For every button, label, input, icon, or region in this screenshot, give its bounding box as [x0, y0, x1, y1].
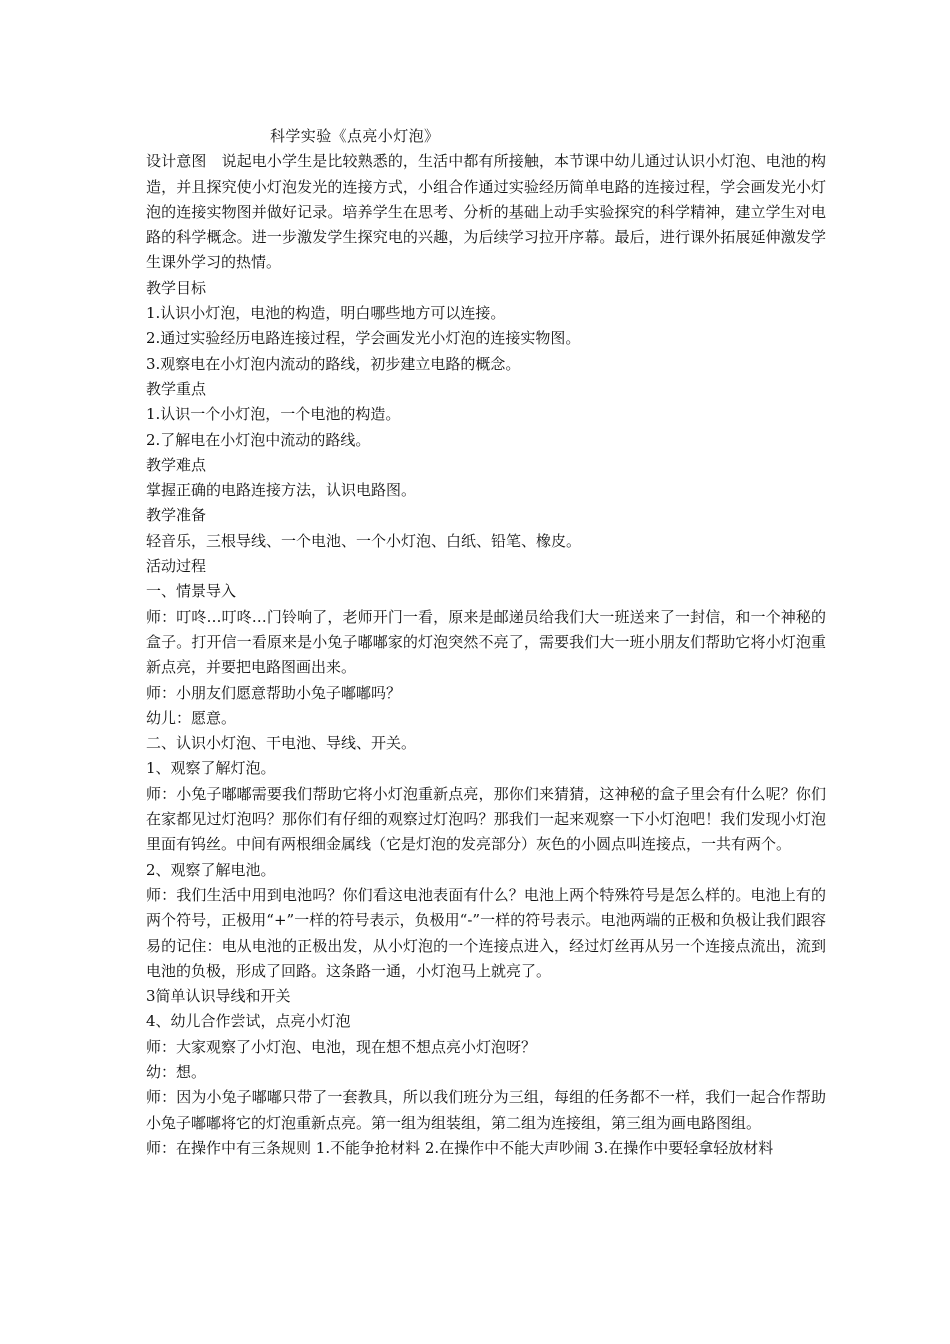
dialogue-line: 幼儿：愿意。: [146, 708, 237, 727]
subsection-heading: 1、观察了解灯泡。: [146, 759, 276, 778]
dialogue-line: 师：小朋友们愿意帮助小兔子嘟嘟吗？: [146, 683, 402, 702]
section-heading: 二、认识小灯泡、干电池、导线、开关。: [146, 734, 417, 753]
process-heading: 活动过程: [146, 557, 207, 576]
dialogue-line: 师：大家观察了小灯泡、电池，现在想不想点亮小灯泡呀？: [146, 1037, 537, 1056]
subsection-heading: 3简单认识导线和开关: [146, 987, 291, 1006]
document-title: 科学实验《点亮小灯泡》: [270, 127, 440, 145]
dialogue-paragraph: 师：因为小兔子嘟嘟只带了一套教具，所以我们班分为三组，每组的任务都不一样，我们一起合作帮助小兔子嘟嘟将它的灯泡重新点亮。第一组为组装组，第二组为连接组，第三组为画电路图组。: [146, 1088, 826, 1132]
goal-item: 3.观察电在小灯泡内流动的路线，初步建立电路的概念。: [146, 354, 521, 373]
key-points-heading: 教学重点: [146, 379, 207, 398]
difficulty-heading: 教学难点: [146, 455, 207, 474]
subsection-heading: 2、观察了解电池。: [146, 860, 276, 879]
dialogue-paragraph: 师：我们生活中用到电池吗？你们看这电池表面有什么？电池上两个特殊符号是怎么样的。电池上有的两个符号，正极用“+”一样的符号表示，负极用“-”一样的符号表示。电池两端的正极和负极让我们跟容易的记住：电从电池的正极出发，从小灯泡的一个连接点进入，经过灯丝再从另一个连接点流出，流到电池的负极，形成了回路。这条路一通，小灯泡马上就亮了。: [146, 885, 826, 980]
preparation-text: 轻音乐，三根导线、一个电池、一个小灯泡、白纸、铅笔、橡皮。: [146, 531, 582, 550]
goals-heading: 教学目标: [146, 278, 207, 297]
key-point-item: 1.认识一个小灯泡，一个电池的构造。: [146, 405, 401, 424]
preparation-heading: 教学准备: [146, 506, 207, 525]
goal-item: 2.通过实验经历电路连接过程，学会画发光小灯泡的连接实物图。: [146, 329, 581, 348]
section-heading: 一、情景导入: [146, 582, 237, 601]
design-intent-paragraph: 设计意图 说起电小学生是比较熟悉的，生活中都有所接触，本节课中幼儿通过认识小灯泡、电池的构造，并且探究使小灯泡发光的连接方式，小组合作通过实验经历简单电路的连接过程，学会画发光小灯泡的连接实物图并做好记录。培养学生在思考、分析的基础上动手实验探究的科学精神，建立学生对电路的科学概念。进一步激发学生探究电的兴趣，为后续学习拉开序幕。最后，进行课外拓展延伸激发学生课外学习的热情。: [146, 152, 826, 272]
goal-item: 1.认识小灯泡，电池的构造，明白哪些地方可以连接。: [146, 304, 506, 323]
document-page: [146, 124, 826, 1161]
key-point-item: 2.了解电在小灯泡中流动的路线。: [146, 430, 371, 449]
dialogue-line: 幼：想。: [146, 1062, 207, 1081]
dialogue-paragraph: 师：在操作中有三条规则 1.不能争抢材料 2.在操作中不能大声吵闹 3.在操作中要轻拿轻放材料: [146, 1138, 774, 1157]
subsection-heading: 4、幼儿合作尝试，点亮小灯泡: [146, 1012, 351, 1031]
difficulty-text: 掌握正确的电路连接方法，认识电路图。: [146, 481, 417, 500]
dialogue-paragraph: 师：小兔子嘟嘟需要我们帮助它将小灯泡重新点亮，那你们来猜猜，这神秘的盒子里会有什么呢？你们在家都见过灯泡吗？那你们有仔细的观察过灯泡吗？那我们一起来观察一下小灯泡吧！我们发现小灯泡里面有钨丝。中间有两根细金属线（它是灯泡的发亮部分）灰色的小圆点叫连接点，一共有两个。: [146, 784, 826, 854]
dialogue-paragraph: 师：叮咚…叮咚…门铃响了，老师开门一看，原来是邮递员给我们大一班送来了一封信，和一个神秘的盒子。打开信一看原来是小兔子嘟嘟家的灯泡突然不亮了，需要我们大一班小朋友们帮助它将小灯泡重新点亮，并要把电路图画出来。: [146, 607, 826, 677]
